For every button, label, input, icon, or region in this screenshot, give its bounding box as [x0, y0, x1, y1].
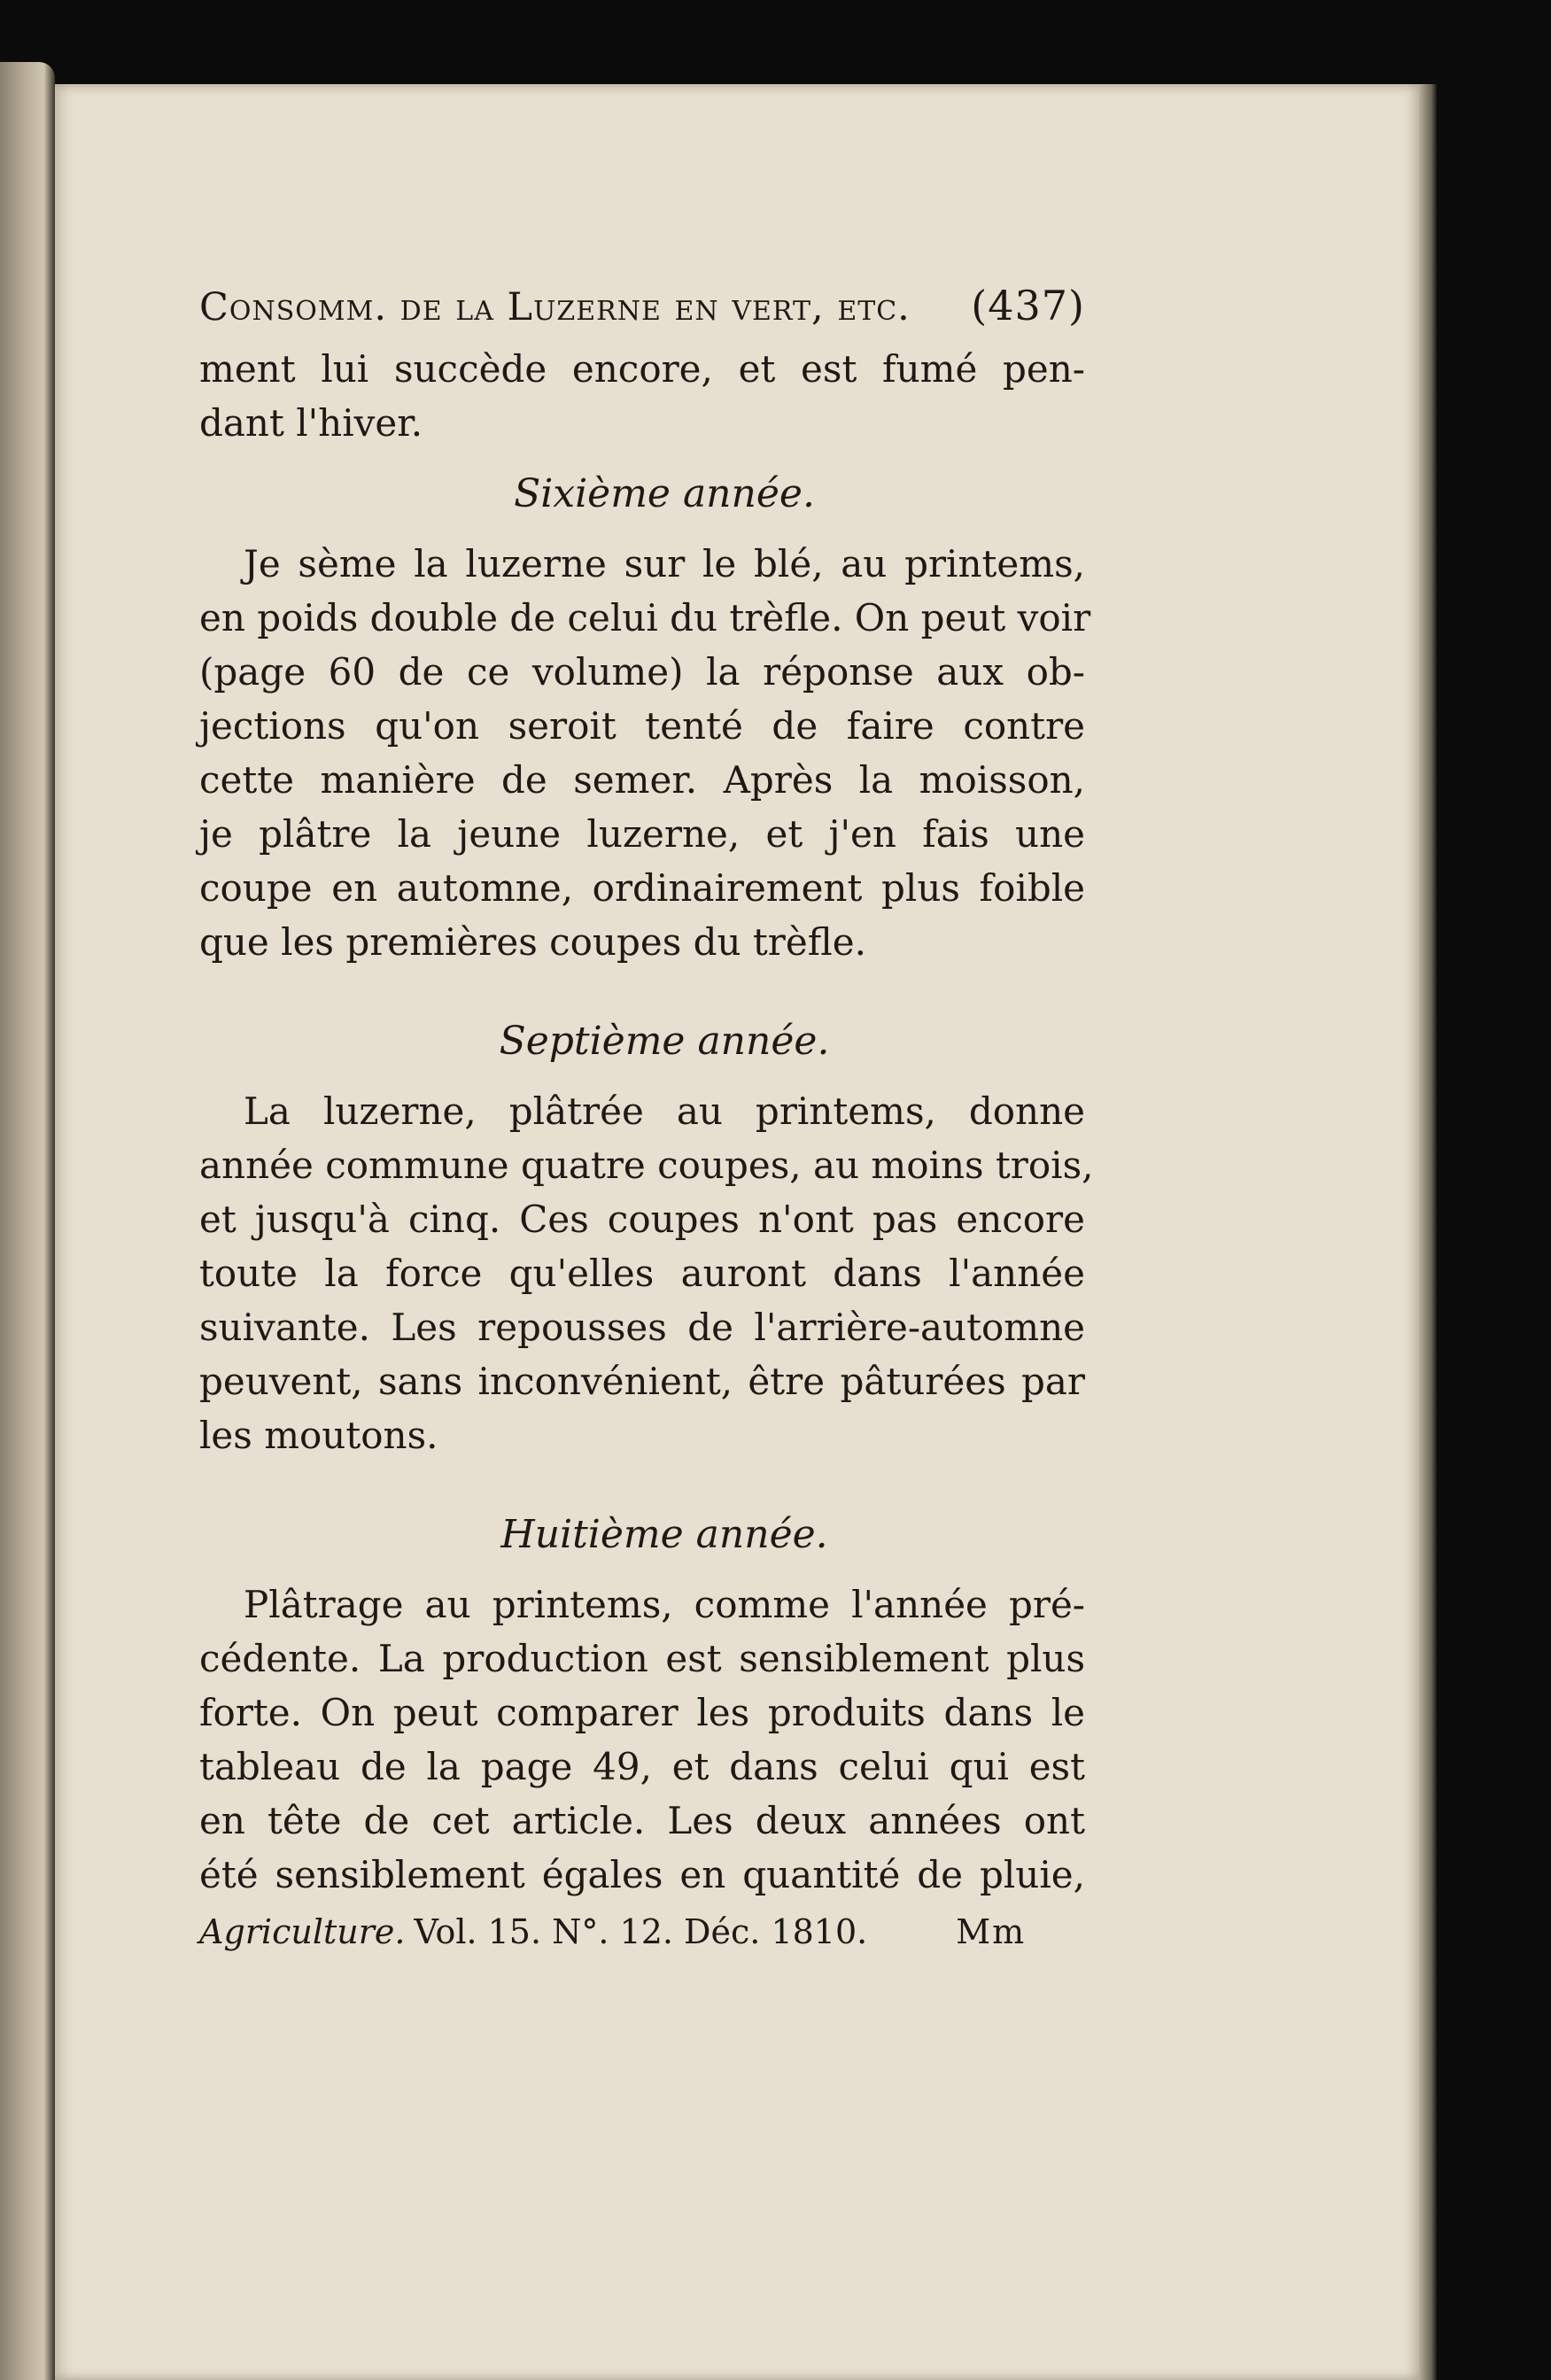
- paragraph: [199, 537, 1091, 969]
- text-line: en tête de cet article. Les deux années ont: [199, 1799, 1085, 1842]
- text-line: toute la force qu'elles auront dans l'année: [199, 1252, 1085, 1295]
- text-line: peuvent, sans inconvénient, être pâturées par: [199, 1360, 1085, 1403]
- facing-page-edge: [0, 62, 55, 2380]
- text-line: et jusqu'à cinq. Ces coupes n'ont pas encore: [199, 1198, 1085, 1241]
- page-edge-shadow: [1419, 84, 1437, 2380]
- text-line: je plâtre la jeune luzerne, et j'en fais une: [199, 812, 1085, 856]
- text-line: dant l'hiver.: [199, 401, 423, 445]
- text-line: La luzerne, plâtrée au printems, donne: [244, 1089, 1085, 1133]
- page-number: (437): [971, 282, 1085, 329]
- text-line: forte. On peut comparer les produits dans le: [199, 1691, 1085, 1734]
- text-line: année commune quatre coupes, au moins trois,: [199, 1143, 1094, 1187]
- section-heading: Septième année.: [499, 1019, 830, 1064]
- volume-info: Vol. 15. N°. 12. Déc. 1810.: [414, 1912, 868, 1951]
- signature-mark: Mm: [956, 1912, 1027, 1951]
- text-line: que les premières coupes du trèfle.: [199, 920, 866, 964]
- text-line: cette manière de semer. Après la moisson,: [199, 758, 1085, 802]
- text-line: Je sème la luzerne sur le blé, au printems,: [244, 542, 1085, 585]
- paragraph: [199, 1084, 1094, 1462]
- section-heading: Sixième année.: [514, 471, 815, 516]
- text-line: cédente. La production est sensiblement plus: [199, 1637, 1085, 1680]
- section-heading: Huitième année.: [500, 1512, 828, 1557]
- text-line: Plâtrage au printems, comme l'année pré-: [244, 1583, 1085, 1626]
- text-line: jections qu'on seroit tenté de faire contre: [199, 704, 1085, 748]
- paragraph: [199, 1578, 1085, 1902]
- text-line: ment lui succède encore, et est fumé pen-: [199, 347, 1085, 391]
- text-line: coupe en automne, ordinairement plus foible: [199, 866, 1085, 910]
- text-line: (page 60 de ce volume) la réponse aux ob-: [199, 650, 1085, 694]
- page-footer: [199, 1912, 1085, 1951]
- journal-name: Agriculture.: [199, 1912, 406, 1951]
- text-line: été sensiblement égales en quantité de pluie,: [199, 1853, 1085, 1896]
- text-line: les moutons.: [199, 1414, 438, 1457]
- text-line: en poids double de celui du trèfle. On peut voir: [199, 596, 1091, 640]
- running-head: [199, 282, 1085, 329]
- page-text: [199, 282, 1094, 1951]
- running-title: Consomm. de la Luzerne en vert, etc.: [199, 285, 911, 329]
- text-line: tableau de la page 49, et dans celui qui est: [199, 1745, 1085, 1788]
- text-line: suivante. Les repousses de l'arrière-automne: [199, 1306, 1085, 1349]
